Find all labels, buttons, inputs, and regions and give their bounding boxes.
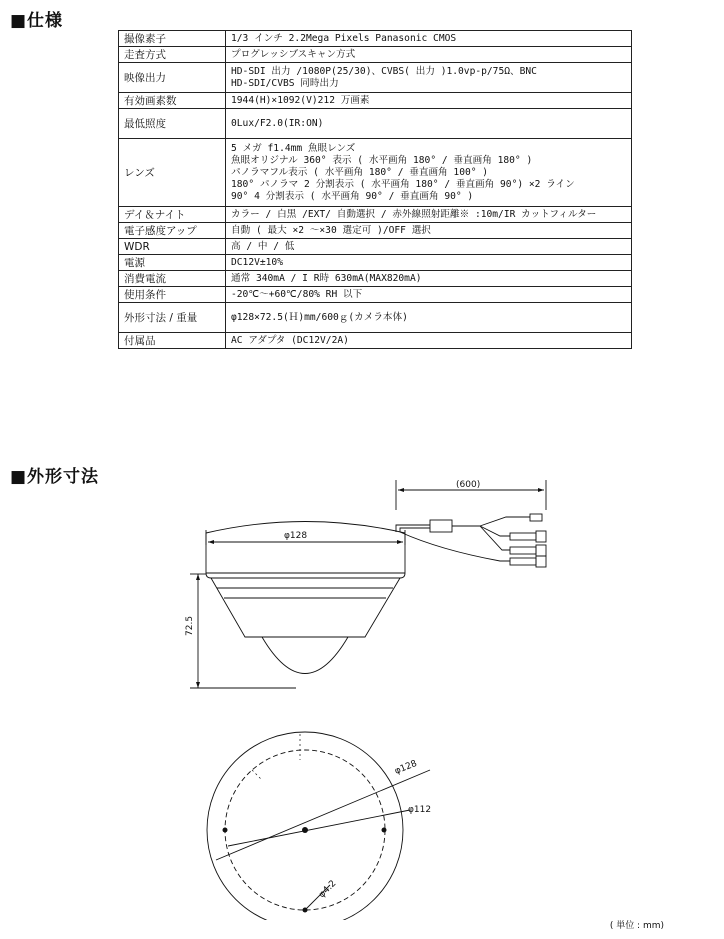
spec-value bbox=[226, 31, 632, 47]
spec-value bbox=[226, 271, 632, 287]
spec-value bbox=[226, 333, 632, 349]
spec-value-line: 90° 4 分割表示 ( 水平画角 90° / 垂直画角 90° ) bbox=[231, 190, 474, 202]
spec-key: レンズ bbox=[119, 139, 226, 207]
spec-key: 使用条件 bbox=[119, 287, 226, 303]
spec-row bbox=[119, 47, 632, 63]
spec-value-line: HD-SDI/CVBS 同時出力 bbox=[231, 77, 339, 89]
spec-value-line: 1/3 インチ 2.2Mega Pixels Panasonic CMOS bbox=[231, 32, 457, 44]
spec-value-line: -20℃～+60℃/80% RH 以下 bbox=[231, 288, 363, 300]
diameter-label: φ128 bbox=[284, 531, 308, 541]
spec-row bbox=[119, 287, 632, 303]
camera-housing bbox=[211, 578, 400, 637]
dimension-drawing bbox=[0, 470, 724, 920]
spec-value-line: HD-SDI 出力 /1080P(25/30)、CVBS( 出力 )1.0vp-p/75Ω、BNC bbox=[231, 65, 537, 77]
spec-value bbox=[226, 63, 632, 93]
spec-value-line: 通常 340mA / I R時 630mA(MAX820mA) bbox=[231, 272, 422, 284]
diameter-line-128 bbox=[216, 770, 430, 860]
spec-value-line: パノラマフル表示 ( 水平画角 180° / 垂直画角 100° ) bbox=[231, 166, 489, 178]
cable-length-label: (600) bbox=[456, 480, 481, 490]
spec-value bbox=[226, 239, 632, 255]
spec-key: 消費電流 bbox=[119, 271, 226, 287]
spec-row bbox=[119, 63, 632, 93]
spec-value-line: 0Lux/F2.0(IR:ON) bbox=[231, 117, 324, 129]
spec-value bbox=[226, 93, 632, 109]
spec-row bbox=[119, 207, 632, 223]
spec-key: 映像出力 bbox=[119, 63, 226, 93]
spec-key: 付属品 bbox=[119, 333, 226, 349]
spec-key: 最低照度 bbox=[119, 109, 226, 139]
bottom-view-outer bbox=[207, 732, 403, 920]
spec-value-line: カラー / 白黒 /EXT/ 自動選択 / 赤外線照射距離※ :10m/IR カットフィルター bbox=[231, 208, 597, 220]
dimensions-heading: ■外形寸法 bbox=[10, 467, 100, 487]
spec-value bbox=[226, 207, 632, 223]
spec-value-line: AC アダプタ (DC12V/2A) bbox=[231, 334, 349, 346]
spec-row bbox=[119, 271, 632, 287]
spec-value-line: φ128×72.5(Ｈ)mm/600ｇ(カメラ本体) bbox=[231, 311, 408, 323]
connector-dc bbox=[530, 514, 542, 521]
spec-key: WDR bbox=[119, 239, 226, 255]
spec-key: 走査方式 bbox=[119, 47, 226, 63]
spec-value bbox=[226, 287, 632, 303]
spec-value-line: 自動 ( 最大 ×2 ～×30 選定可 )/OFF 選択 bbox=[231, 224, 431, 236]
spec-key: 電源 bbox=[119, 255, 226, 271]
inner-diameter-label: φ112 bbox=[408, 805, 432, 815]
spec-row bbox=[119, 333, 632, 349]
spec-row bbox=[119, 93, 632, 109]
spec-heading: ■仕様 bbox=[10, 11, 64, 31]
spec-value bbox=[226, 255, 632, 271]
dome-lens bbox=[262, 637, 348, 674]
spec-row bbox=[119, 255, 632, 271]
spec-value-line: 5 メガ f1.4mm 魚眼レンズ bbox=[231, 142, 356, 154]
connector-bnc-2 bbox=[510, 547, 536, 554]
spec-value-line: 1944(H)×1092(V)212 万画素 bbox=[231, 94, 370, 106]
spec-value-line: プログレッシブスキャン方式 bbox=[231, 48, 356, 60]
connector-bnc-1 bbox=[510, 533, 536, 540]
outer-diameter-label: φ128 bbox=[393, 758, 419, 777]
spec-key: 有効画素数 bbox=[119, 93, 226, 109]
spec-row bbox=[119, 109, 632, 139]
spec-value bbox=[226, 223, 632, 239]
spec-value bbox=[226, 139, 632, 207]
spec-value bbox=[226, 47, 632, 63]
spec-row bbox=[119, 139, 632, 207]
spec-value-line: DC12V±10% bbox=[231, 256, 283, 268]
spec-row bbox=[119, 223, 632, 239]
height-label: 72.5 bbox=[185, 615, 195, 636]
spec-value-line: 高 / 中 / 低 bbox=[231, 240, 295, 252]
spec-row bbox=[119, 239, 632, 255]
spec-key: 撮像素子 bbox=[119, 31, 226, 47]
spec-value bbox=[226, 303, 632, 333]
cable-connector bbox=[430, 520, 452, 532]
spec-value bbox=[226, 109, 632, 139]
spec-value-line: 180° パノラマ 2 分割表示 ( 水平画角 180° / 垂直画角 90°) ×2 ライン bbox=[231, 178, 575, 190]
spec-table bbox=[118, 30, 632, 349]
spec-value-line: 魚眼オリジナル 360° 表示 ( 水平画角 180° / 垂直画角 180° ) bbox=[231, 154, 533, 166]
unit-note: ( 単位 : mm) bbox=[609, 921, 664, 931]
spec-row bbox=[119, 31, 632, 47]
mount-holes bbox=[223, 827, 387, 913]
spec-key: デイ＆ナイト bbox=[119, 207, 226, 223]
spec-key: 電子感度アップ bbox=[119, 223, 226, 239]
spec-row bbox=[119, 303, 632, 333]
connector-bnc-3 bbox=[510, 558, 536, 565]
hole-diameter-label: φ4.2 bbox=[317, 878, 339, 901]
spec-key: 外形寸法 / 重量 bbox=[119, 303, 226, 333]
